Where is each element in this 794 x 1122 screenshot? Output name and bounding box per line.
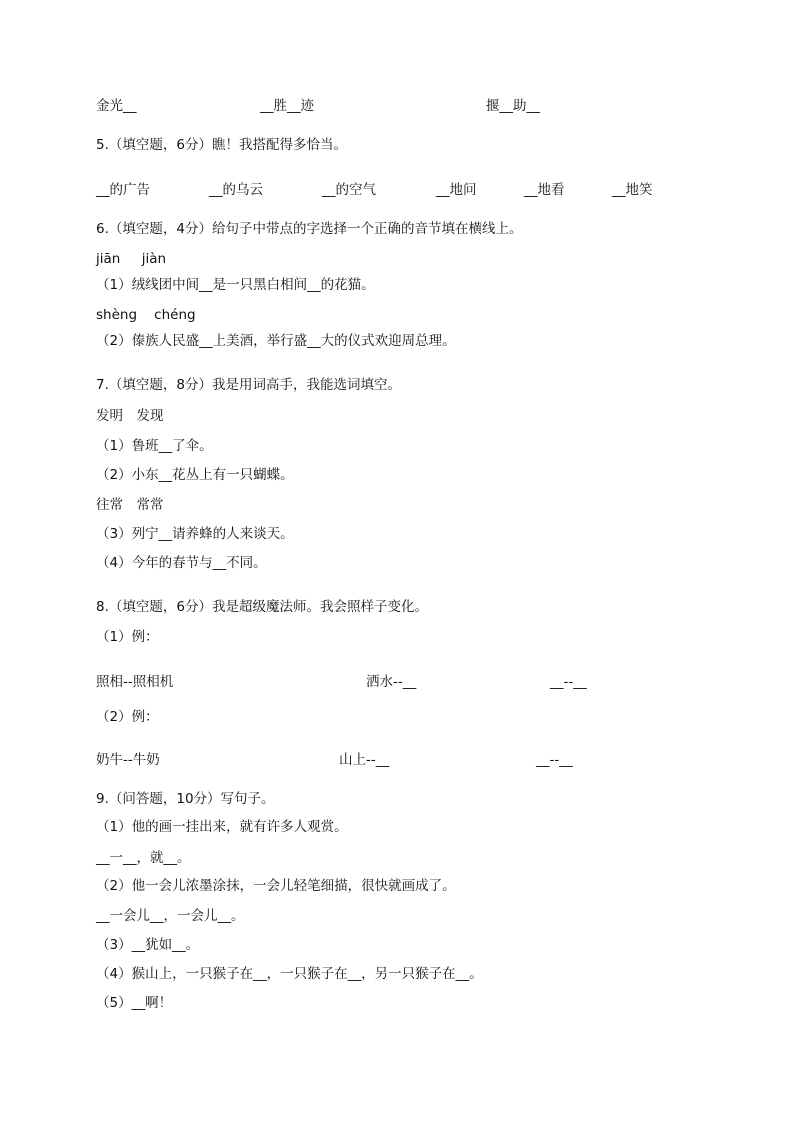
q8-row1-example: 照相--照相机 bbox=[96, 674, 174, 690]
q8-row2-blank-1: 山上--__ bbox=[339, 752, 390, 768]
q7-item-3: （3）列宁__请养蜂的人来谈天。 bbox=[96, 526, 294, 542]
q9-answer-2: __一会儿__，一会儿__。 bbox=[96, 908, 245, 924]
q8-sub-2: （2）例： bbox=[96, 709, 159, 725]
q9-item-1: （1）他的画一挂出来，就有许多人观赏。 bbox=[96, 819, 348, 835]
question-9-title: 9.（问答题，10分）写句子。 bbox=[96, 791, 275, 807]
q8-row2-blank-2: __--__ bbox=[536, 752, 573, 768]
q8-sub-1: （1）例： bbox=[96, 629, 159, 645]
q5-blank-6: __地笑 bbox=[612, 182, 653, 198]
q9-item-2: （2）他一会儿浓墨涂抹，一会儿轻笔细描，很快就画成了。 bbox=[96, 878, 456, 894]
q4-blank-1: 金光__ bbox=[96, 98, 137, 114]
q5-blank-2: __的乌云 bbox=[209, 182, 263, 198]
question-6-title: 6.（填空题，4分）给句子中带点的字选择一个正确的音节填在横线上。 bbox=[96, 221, 523, 237]
q5-blank-5: __地看 bbox=[524, 182, 565, 198]
question-8-title: 8.（填空题，6分）我是超级魔法师。我会照样子变化。 bbox=[96, 599, 428, 615]
q5-blank-1: __的广告 bbox=[96, 182, 150, 198]
q5-blank-3: __的空气 bbox=[322, 182, 376, 198]
q7-item-4: （4）今年的春节与__不同。 bbox=[96, 555, 267, 571]
q6-item-2: （2）傣族人民盛__上美酒，举行盛__大的仪式欢迎周总理。 bbox=[96, 333, 456, 349]
question-7-title: 7.（填空题，8分）我是用词高手，我能选词填空。 bbox=[96, 377, 401, 393]
q8-row2-example: 奶牛--牛奶 bbox=[96, 752, 160, 768]
q9-item-4: （4）猴山上，一只猴子在__，一只猴子在__，另一只猴子在__。 bbox=[96, 966, 483, 982]
q6-pinyin-options-2: shèng chéng bbox=[96, 307, 196, 323]
q7-word-choices-2: 往常 常常 bbox=[96, 497, 164, 513]
q8-row1-blank-2: __--__ bbox=[550, 674, 587, 690]
q7-item-1: （1）鲁班__了伞。 bbox=[96, 438, 213, 454]
q7-item-2: （2）小东__花丛上有一只蝴蝶。 bbox=[96, 467, 294, 483]
q5-blank-4: __地问 bbox=[436, 182, 477, 198]
q7-word-choices-1: 发明 发现 bbox=[96, 408, 164, 424]
question-5-title: 5.（填空题，6分）瞧！我搭配得多恰当。 bbox=[96, 137, 347, 153]
q4-blank-2: __胜__迹 bbox=[260, 98, 314, 114]
q6-pinyin-options-1: jiān jiàn bbox=[96, 251, 167, 267]
q4-blank-3: 揠__助__ bbox=[486, 98, 540, 114]
q9-item-3: （3）__犹如__。 bbox=[96, 937, 200, 953]
q9-answer-1: __一__，就__。 bbox=[96, 850, 191, 866]
q6-item-1: （1）绒线团中间__是一只黑白相间__的花猫。 bbox=[96, 277, 375, 293]
q9-item-5: （5）__啊！ bbox=[96, 995, 173, 1011]
q8-row1-blank-1: 洒水--__ bbox=[366, 674, 417, 690]
